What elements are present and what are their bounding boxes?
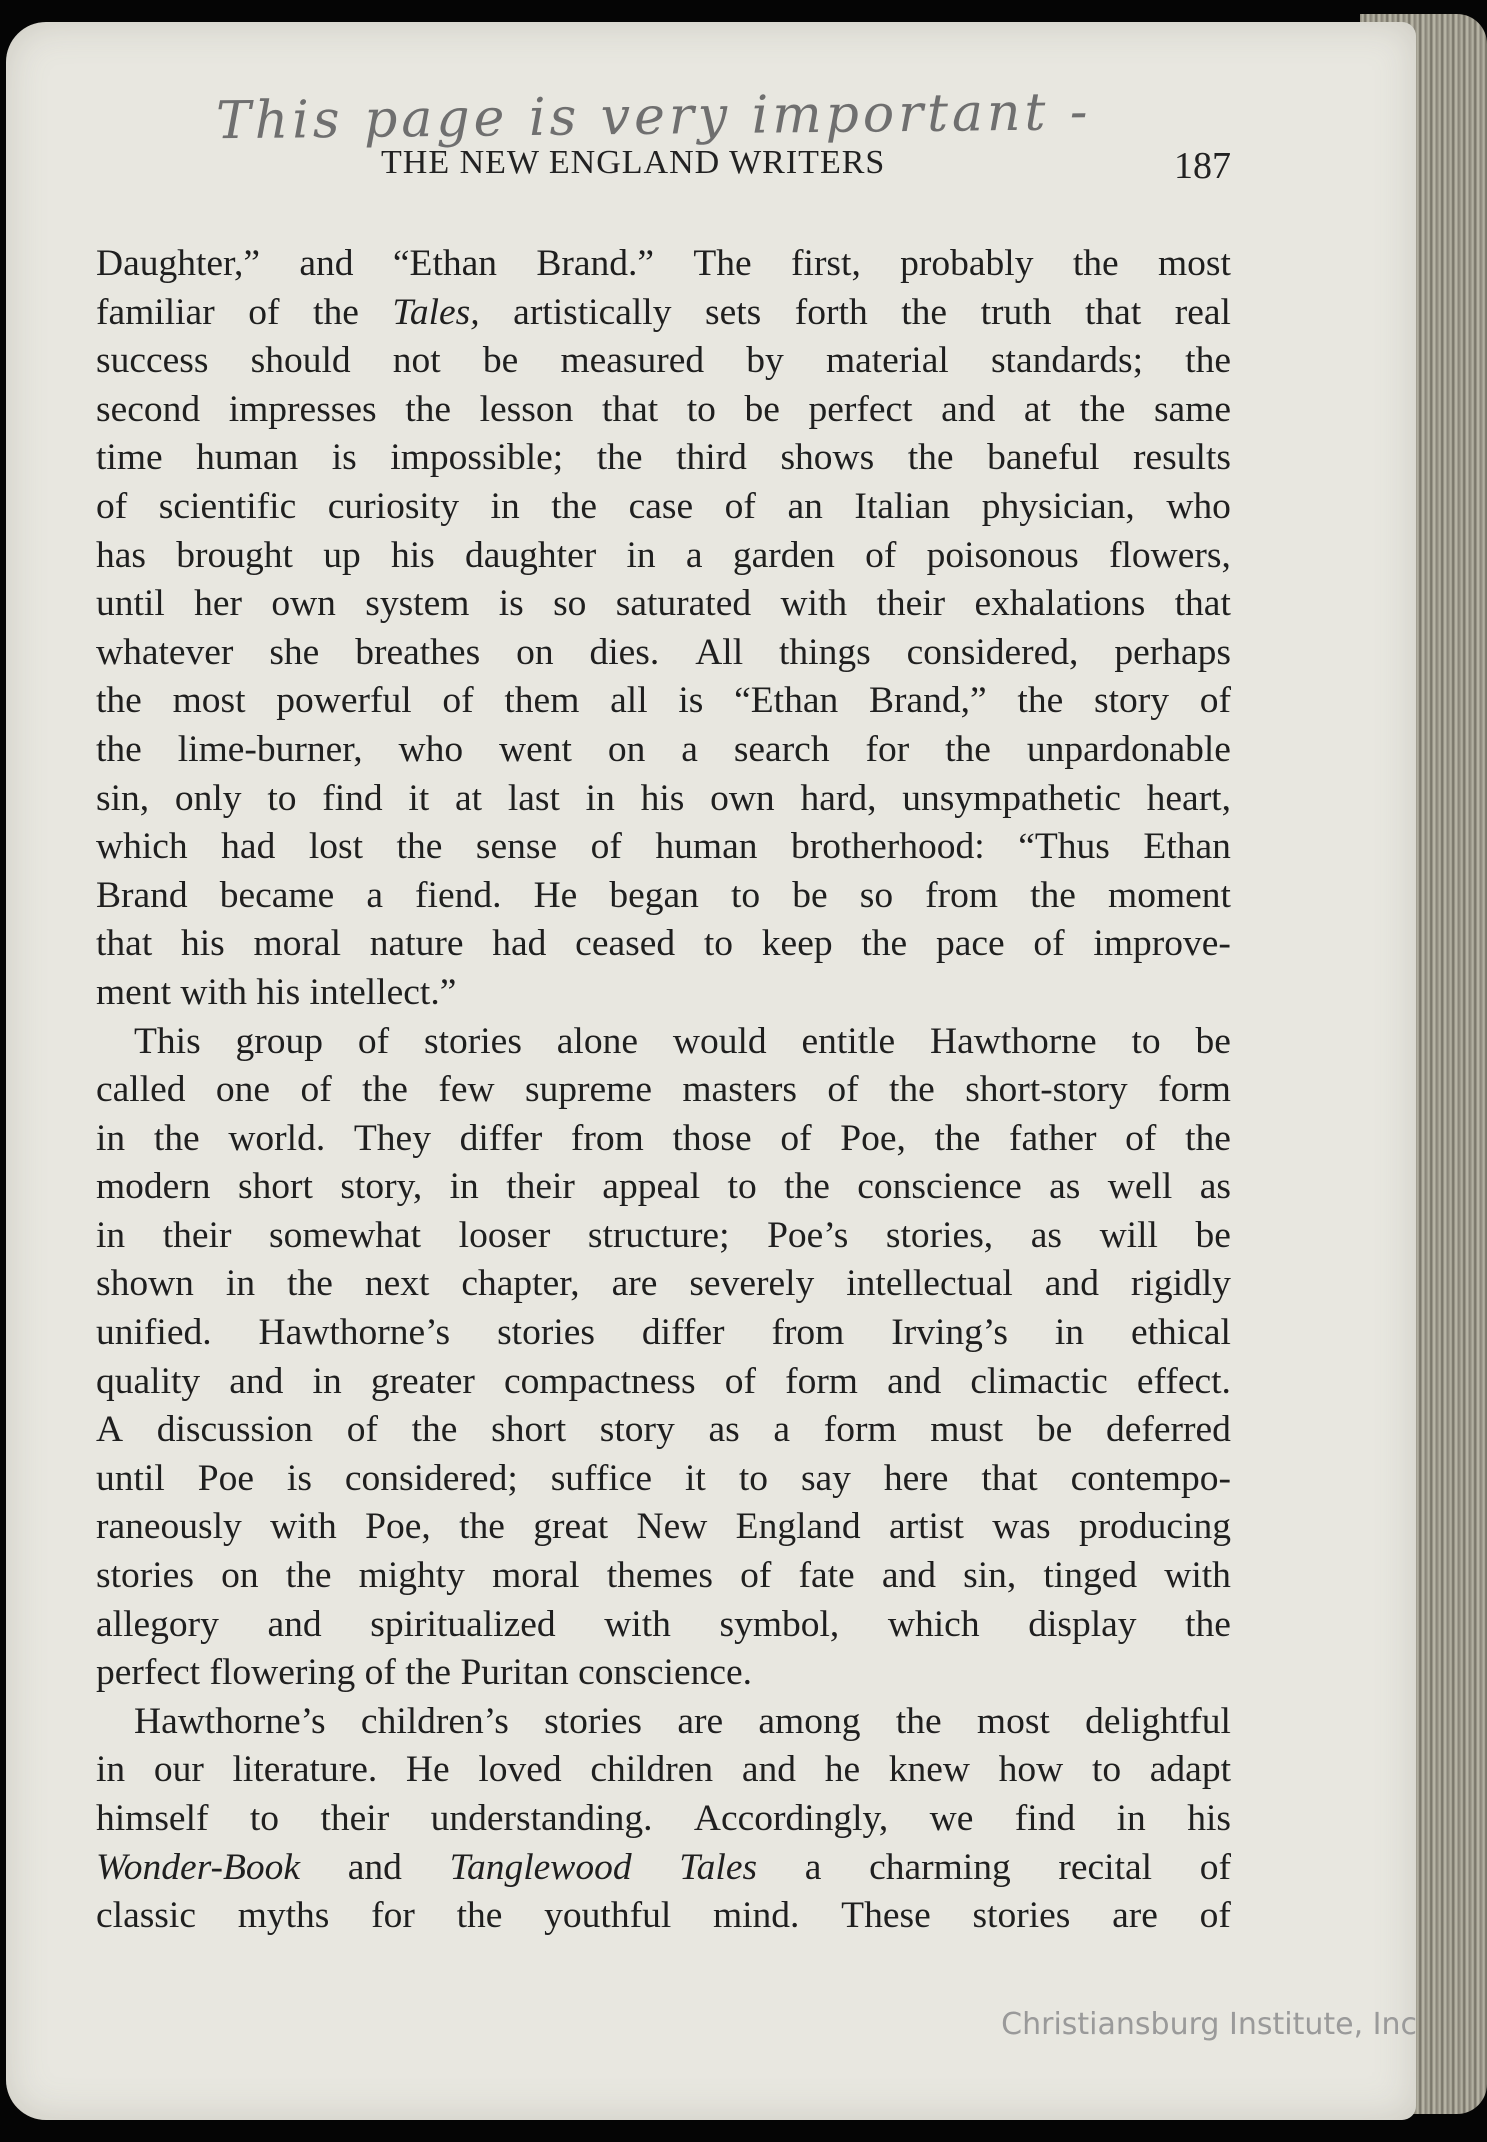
text-line: perfect flowering of the Puritan conscience.: [96, 1652, 753, 1694]
text-line: success should not be measured by material standards; the: [96, 340, 1231, 382]
paragraph-start-line: This group of stories alone would entitle Hawthorne to be: [134, 1020, 1231, 1062]
text-line: stories on the mighty moral themes of fate and sin, tinged with: [96, 1555, 1231, 1597]
watermark: Christiansburg Institute, Inc: [1001, 2007, 1417, 2042]
text-line: in the world. They differ from those of Poe, the father of the: [96, 1117, 1231, 1159]
text-line: allegory and spiritualized with symbol, which display the: [96, 1603, 1231, 1645]
paragraph-start-line: Hawthorne’s children’s stories are among the most delightful: [134, 1700, 1231, 1742]
body-text: [96, 240, 1231, 1941]
text-line: sin, only to find it at last in his own hard, unsympathetic heart,: [96, 777, 1231, 819]
text-line: classic myths for the youthful mind. These stories are of: [96, 1895, 1231, 1937]
text-line: Brand became a fiend. He began to be so from the moment: [96, 874, 1231, 916]
text-line: that his moral nature had ceased to keep the pace of improve-: [96, 923, 1231, 965]
text-line: raneously with Poe, the great New England artist was producing: [96, 1506, 1231, 1548]
text-line: familiar of the Tales, artistically sets forth the truth that real: [96, 291, 1231, 333]
text-line: shown in the next chapter, are severely intellectual and rigidly: [96, 1263, 1231, 1305]
text-line: modern short story, in their appeal to the conscience as well as: [96, 1166, 1231, 1208]
book-page: [6, 22, 1416, 2120]
text-line: until Poe is considered; suffice it to say here that contempo-: [96, 1457, 1231, 1499]
handwritten-note: This page is very important -: [215, 82, 1092, 152]
text-line: in their somewhat looser structure; Poe’s stories, as will be: [96, 1214, 1231, 1256]
text-line: the lime-burner, who went on a search for the unpardonable: [96, 728, 1231, 770]
text-line: which had lost the sense of human brotherhood: “Thus Ethan: [96, 826, 1231, 868]
page-number: 187: [1174, 145, 1231, 187]
text-line: unified. Hawthorne’s stories differ from Irving’s in ethical: [96, 1312, 1231, 1354]
text-line: in our literature. He loved children and he knew how to adapt: [96, 1749, 1231, 1791]
text-line: of scientific curiosity in the case of an Italian physician, who: [96, 485, 1231, 527]
text-line: time human is impossible; the third shows the baneful results: [96, 437, 1231, 479]
chapter-title: THE NEW ENGLAND WRITERS: [381, 144, 886, 181]
text-line: the most powerful of them all is “Ethan Brand,” the story of: [96, 680, 1231, 722]
text-line: until her own system is so saturated with their exhalations that: [96, 583, 1231, 625]
text-line: Wonder-Book and Tanglewood Tales a charming recital of: [96, 1846, 1231, 1888]
text-line: has brought up his daughter in a garden of poisonous flowers,: [96, 534, 1231, 576]
running-header: [101, 144, 1231, 194]
text-line: Daughter,” and “Ethan Brand.” The first, probably the most: [96, 243, 1231, 284]
text-line: called one of the few supreme masters of the short-story form: [96, 1069, 1231, 1111]
text-line: himself to their understanding. Accordingly, we find in his: [96, 1798, 1231, 1839]
text-line: second impresses the lesson that to be perfect and at the same: [96, 388, 1231, 430]
text-line: ment with his intellect.”: [96, 971, 457, 1013]
text-line: A discussion of the short story as a form must be deferred: [96, 1409, 1231, 1451]
text-line: quality and in greater compactness of form and climactic effect.: [96, 1360, 1231, 1402]
text-line: whatever she breathes on dies. All things considered, perhaps: [96, 631, 1231, 673]
